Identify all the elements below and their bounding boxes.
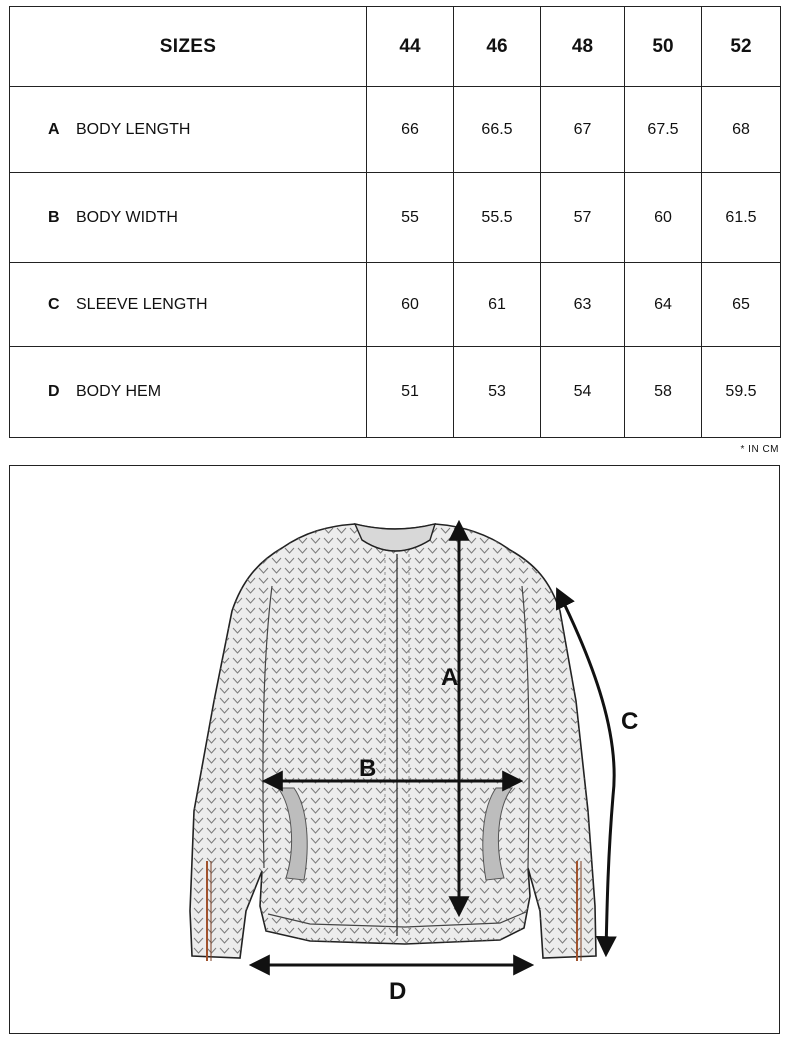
table-cell: 59.5 [702,347,781,438]
table-cell: 67.5 [625,87,702,173]
size-chart-table [9,6,781,438]
label-c: C [621,708,639,735]
row-label [10,173,367,263]
table-row-sleeve-length [10,263,781,347]
row-name: BODY WIDTH [76,208,178,226]
table-cell: 66.5 [454,87,541,173]
table-cell: 68 [702,87,781,173]
row-label [10,263,367,347]
row-name: SLEEVE LENGTH [76,295,208,313]
measurement-diagram [9,465,780,1034]
row-label [10,347,367,438]
label-b: B [359,755,377,782]
row-name: BODY HEM [76,383,162,400]
row-letter: B [48,208,60,226]
table-cell: 60 [367,263,454,347]
label-a: A [441,664,459,691]
size-header-44: 44 [367,7,454,87]
row-name: BODY LENGTH [76,120,191,138]
sizes-header: SIZES [10,7,367,87]
row-letter: A [48,120,60,138]
table-cell: 65 [702,263,781,347]
size-header-48: 48 [541,7,625,87]
table-cell: 66 [367,87,454,173]
table-cell: 55.5 [454,173,541,263]
row-label [10,87,367,173]
table-cell: 64 [625,263,702,347]
unit-note: * IN CM [740,444,779,455]
table-cell: 55 [367,173,454,263]
table-cell: 51 [367,347,454,438]
sweater-illustration [10,466,779,1033]
table-cell: 63 [541,263,625,347]
table-cell: 60 [625,173,702,263]
size-header-row [10,7,781,87]
label-d: D [389,978,407,1005]
table-cell: 67 [541,87,625,173]
table-cell: 58 [625,347,702,438]
sweater-body [190,524,596,958]
table-cell: 61.5 [702,173,781,263]
row-letter: C [48,295,60,313]
row-letter: D [48,383,60,400]
table-cell: 57 [541,173,625,263]
table-cell: 54 [541,347,625,438]
table-cell: 61 [454,263,541,347]
table-row-body-hem [10,347,781,438]
table-row-body-length [10,87,781,173]
table-row-body-width [10,173,781,263]
table-cell: 53 [454,347,541,438]
size-header-52: 52 [702,7,781,87]
size-header-46: 46 [454,7,541,87]
size-header-50: 50 [625,7,702,87]
